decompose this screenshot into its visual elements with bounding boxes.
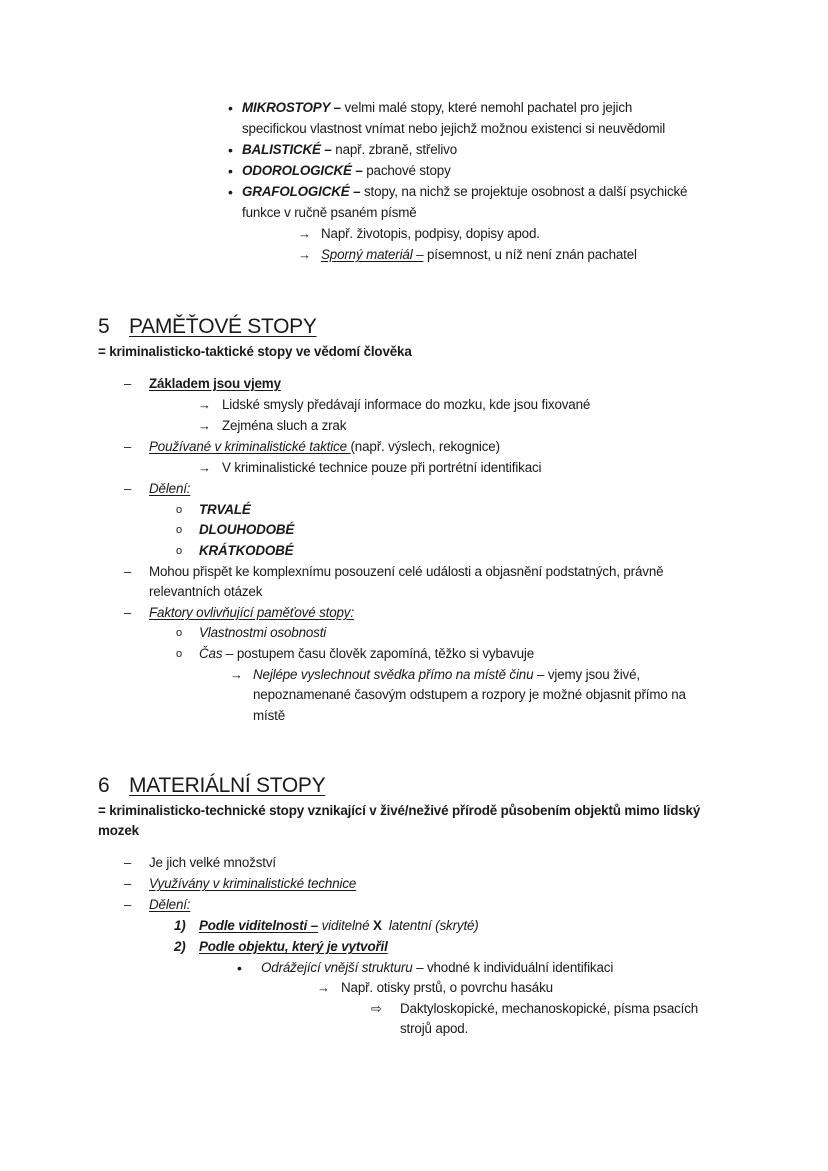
arrow-icon: → bbox=[298, 226, 311, 241]
circle-bullet-icon: o bbox=[176, 648, 183, 660]
bullet-icon: • bbox=[228, 184, 233, 200]
section-title: MATERIÁLNÍ STOPY bbox=[129, 774, 326, 797]
list-item-prinos: Mohou přispět ke komplexnímu posouzení celé události a objasnění podstatných, právně bbox=[149, 564, 664, 579]
term: Podle viditelnosti – bbox=[199, 918, 319, 933]
bullet-icon: • bbox=[237, 960, 242, 976]
list-item: Využívány v kriminalistické technice bbox=[149, 876, 357, 891]
arrow-icon: → bbox=[198, 397, 211, 412]
list-item-continuation: funkce v ručně psaném písmě bbox=[242, 205, 417, 220]
bullet-icon: • bbox=[228, 163, 233, 179]
section-number: 5 bbox=[98, 315, 110, 338]
list-item: Je jich velké množství bbox=[149, 855, 276, 870]
dash-icon: – bbox=[124, 376, 132, 391]
dash-icon: – bbox=[124, 605, 132, 620]
description: např. zbraně, střelivo bbox=[331, 142, 458, 157]
description: (např. výslech, rekognice) bbox=[350, 439, 500, 454]
description: – postupem času člověk zapomíná, těžko si vybavuje bbox=[222, 646, 535, 661]
versus-mark: X bbox=[372, 918, 382, 933]
sub-item: Vlastnostmi osobnosti bbox=[199, 625, 327, 640]
description: stopy, na nichž se projektuje osobnost a další psychické bbox=[360, 184, 688, 199]
bullet-icon: • bbox=[228, 142, 233, 158]
description: – vhodné k individuální identifikaci bbox=[412, 960, 614, 975]
section-definition: = kriminalisticko-taktické stopy ve vědomí člověka bbox=[98, 344, 412, 359]
description: velmi malé stopy, které nemohl pachatel pro jejich bbox=[340, 100, 633, 115]
sub-item: Lidské smysly předávají informace do mozku, kde jsou fixované bbox=[222, 397, 591, 412]
term: Nejlépe vyslechnout svědka přímo na místě činu bbox=[253, 667, 534, 682]
description: písemnost, u níž není znán pachatel bbox=[423, 247, 637, 262]
sub-item: V kriminalistické technice pouze při portrétní identifikaci bbox=[222, 460, 542, 475]
dash-icon: – bbox=[124, 897, 132, 912]
sub-sub-item bbox=[253, 665, 640, 685]
section-title: PAMĚŤOVÉ STOPY bbox=[129, 315, 317, 338]
sub-item: DLOUHODOBÉ bbox=[199, 522, 295, 537]
list-item-continuation: specifickou vlastnost vnímat nebo jejichž možnou existenci si neuvědomil bbox=[242, 121, 666, 136]
circle-bullet-icon: o bbox=[176, 545, 183, 557]
section-number: 6 bbox=[98, 774, 110, 797]
term: BALISTICKÉ – bbox=[242, 142, 332, 157]
sub-sub-item-continuation: místě bbox=[253, 708, 285, 723]
list-item-deleni: Dělení: bbox=[149, 481, 191, 496]
dash-icon: – bbox=[124, 564, 132, 579]
list-item-faktory: Faktory ovlivňující paměťové stopy: bbox=[149, 605, 354, 620]
section-heading bbox=[98, 773, 325, 799]
description: – vjemy jsou živé, bbox=[533, 667, 640, 682]
section-definition: = kriminalisticko-technické stopy vznikající v živé/neživé přírodě působením objektů mimo lidský bbox=[98, 803, 701, 818]
term: MIKROSTOPY – bbox=[242, 100, 341, 115]
term: ODOROLOGICKÉ – bbox=[242, 163, 363, 178]
section-definition-continuation: mozek bbox=[98, 823, 139, 838]
dash-icon: – bbox=[124, 855, 132, 870]
list-item-mikrostopy bbox=[242, 98, 632, 118]
term: Čas bbox=[199, 646, 223, 661]
list-item-odorologicke bbox=[242, 161, 451, 181]
list-item-grafologicke bbox=[242, 182, 687, 202]
term: Používané v kriminalistické taktice bbox=[149, 439, 351, 454]
arrow-icon: → bbox=[317, 980, 330, 995]
sub-sub-sub-item: Daktyloskopické, mechanoskopické, písma psacích bbox=[400, 1001, 699, 1016]
dash-icon: – bbox=[124, 481, 132, 496]
hollow-arrow-icon: ⇨ bbox=[371, 1001, 382, 1016]
list-number: 1) bbox=[174, 918, 186, 933]
arrow-icon: → bbox=[298, 247, 311, 262]
term: GRAFOLOGICKÉ – bbox=[242, 184, 361, 199]
numbered-item bbox=[199, 916, 479, 936]
list-item-vjemy: Základem jsou vjemy bbox=[149, 376, 281, 391]
dash-icon: – bbox=[124, 439, 132, 454]
sub-item bbox=[261, 958, 613, 978]
section-heading bbox=[98, 314, 317, 340]
sub-item: KRÁTKODOBÉ bbox=[199, 543, 294, 558]
bullet-icon: • bbox=[228, 100, 233, 116]
numbered-item: Podle objektu, který je vytvořil bbox=[199, 939, 388, 954]
term: Sporný materiál – bbox=[321, 247, 424, 262]
sub-sub-sub-item-continuation: strojů apod. bbox=[400, 1021, 469, 1036]
term: Odrážející vnější strukturu bbox=[261, 960, 413, 975]
dash-icon: – bbox=[124, 876, 132, 891]
sub-item: Zejména sluch a zrak bbox=[222, 418, 347, 433]
arrow-icon: → bbox=[198, 418, 211, 433]
sub-sub-item: Např. otisky prstů, o povrchu hasáku bbox=[341, 980, 553, 995]
circle-bullet-icon: o bbox=[176, 504, 183, 516]
list-item-taktika bbox=[149, 437, 500, 457]
list-item-balisticke bbox=[242, 140, 457, 160]
arrow-icon: → bbox=[198, 460, 211, 475]
option-visible: viditelné bbox=[318, 918, 373, 933]
circle-bullet-icon: o bbox=[176, 627, 183, 639]
sub-sub-item-continuation: nepoznamenané časovým odstupem a rozpory je možné objasnit přímo na bbox=[253, 687, 686, 702]
list-item-continuation: relevantních otázek bbox=[149, 584, 263, 599]
option-latent: latentní (skryté) bbox=[381, 918, 479, 933]
list-item-deleni: Dělení: bbox=[149, 897, 191, 912]
sub-item bbox=[321, 245, 637, 265]
list-number: 2) bbox=[174, 939, 186, 954]
sub-item bbox=[199, 644, 534, 664]
arrow-icon: → bbox=[230, 667, 243, 682]
description: pachové stopy bbox=[362, 163, 451, 178]
sub-item: Např. životopis, podpisy, dopisy apod. bbox=[321, 226, 540, 241]
circle-bullet-icon: o bbox=[176, 524, 183, 536]
sub-item: TRVALÉ bbox=[199, 502, 251, 517]
